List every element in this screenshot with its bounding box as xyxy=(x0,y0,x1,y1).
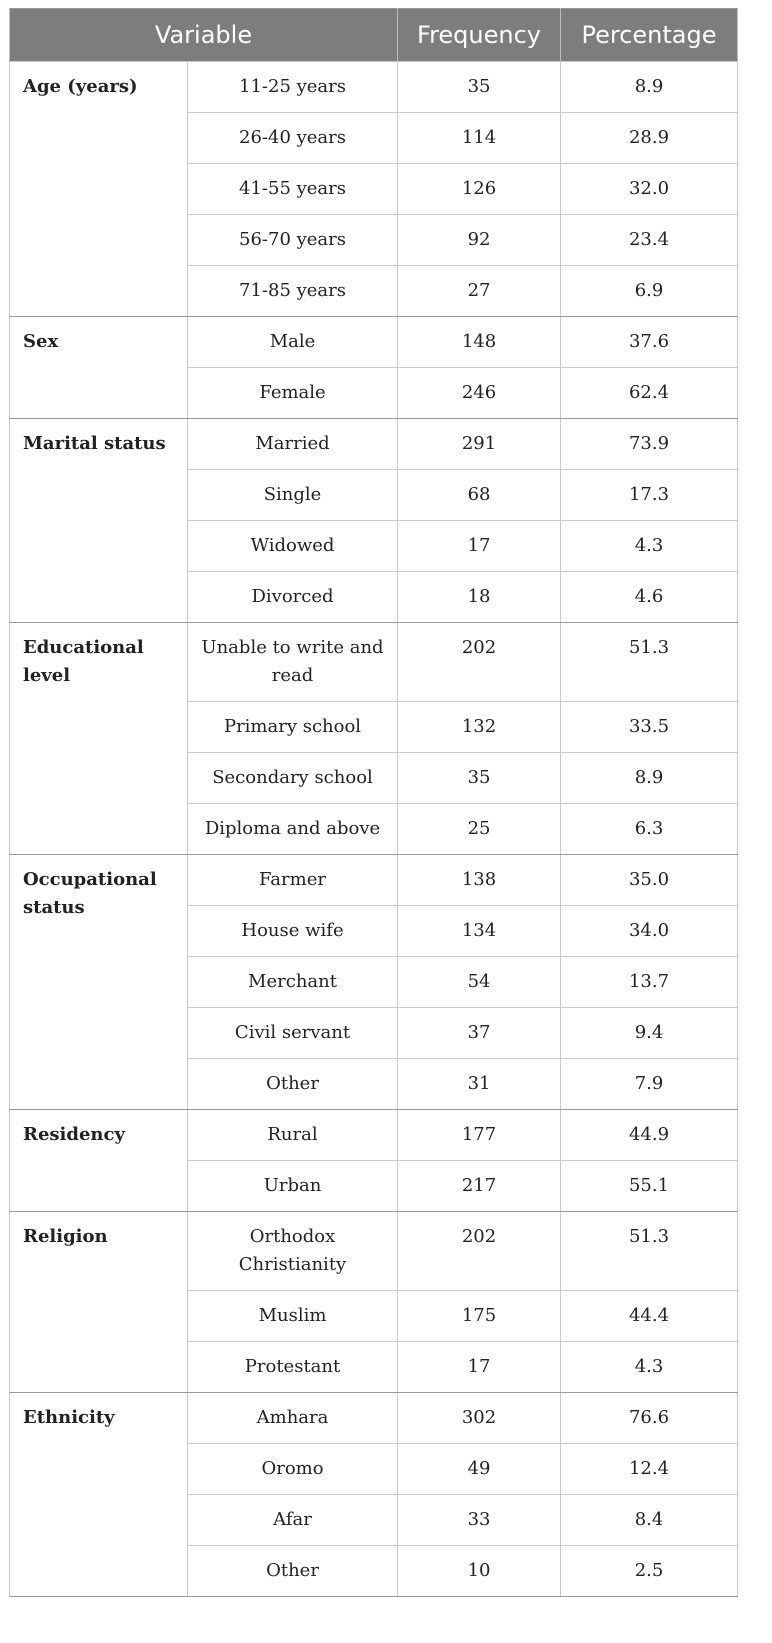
frequency-cell: 17 xyxy=(398,1342,561,1393)
frequency-cell: 134 xyxy=(398,906,561,957)
label-cell: Female xyxy=(188,368,398,419)
header-row xyxy=(10,9,738,62)
label-cell: Unable to write and read xyxy=(188,623,398,702)
header-frequency: Frequency xyxy=(398,9,561,62)
label-cell: Farmer xyxy=(188,855,398,906)
label-cell: Widowed xyxy=(188,521,398,572)
percentage-cell: 7.9 xyxy=(561,1059,738,1110)
frequency-cell: 148 xyxy=(398,317,561,368)
label-cell: Orthodox Christianity xyxy=(188,1212,398,1291)
category-cell: Ethnicity xyxy=(10,1393,188,1597)
table-row xyxy=(10,1212,738,1291)
frequency-cell: 54 xyxy=(398,957,561,1008)
label-cell: Rural xyxy=(188,1110,398,1161)
sociodemographic-table xyxy=(9,8,738,1597)
header-percentage: Percentage xyxy=(561,9,738,62)
percentage-cell: 35.0 xyxy=(561,855,738,906)
table-row xyxy=(10,855,738,906)
percentage-cell: 44.9 xyxy=(561,1110,738,1161)
table-row xyxy=(10,1110,738,1161)
frequency-cell: 49 xyxy=(398,1444,561,1495)
frequency-cell: 126 xyxy=(398,164,561,215)
label-cell: Amhara xyxy=(188,1393,398,1444)
frequency-cell: 17 xyxy=(398,521,561,572)
frequency-cell: 217 xyxy=(398,1161,561,1212)
label-cell: Primary school xyxy=(188,702,398,753)
table-row xyxy=(10,1393,738,1444)
percentage-cell: 4.6 xyxy=(561,572,738,623)
frequency-cell: 35 xyxy=(398,753,561,804)
label-cell: 71-85 years xyxy=(188,266,398,317)
label-cell: 56-70 years xyxy=(188,215,398,266)
percentage-cell: 2.5 xyxy=(561,1546,738,1597)
label-cell: Afar xyxy=(188,1495,398,1546)
label-cell: Other xyxy=(188,1059,398,1110)
category-cell: Occupational status xyxy=(10,855,188,1110)
frequency-cell: 92 xyxy=(398,215,561,266)
label-cell: 11-25 years xyxy=(188,62,398,113)
table-row xyxy=(10,623,738,702)
frequency-cell: 10 xyxy=(398,1546,561,1597)
percentage-cell: 9.4 xyxy=(561,1008,738,1059)
percentage-cell: 28.9 xyxy=(561,113,738,164)
label-cell: Protestant xyxy=(188,1342,398,1393)
label-cell: Oromo xyxy=(188,1444,398,1495)
frequency-cell: 18 xyxy=(398,572,561,623)
category-cell: Sex xyxy=(10,317,188,419)
percentage-cell: 6.3 xyxy=(561,804,738,855)
percentage-cell: 4.3 xyxy=(561,1342,738,1393)
frequency-cell: 132 xyxy=(398,702,561,753)
frequency-cell: 202 xyxy=(398,623,561,702)
percentage-cell: 51.3 xyxy=(561,1212,738,1291)
percentage-cell: 37.6 xyxy=(561,317,738,368)
frequency-cell: 33 xyxy=(398,1495,561,1546)
percentage-cell: 17.3 xyxy=(561,470,738,521)
label-cell: Civil servant xyxy=(188,1008,398,1059)
category-cell: Age (years) xyxy=(10,62,188,317)
frequency-cell: 246 xyxy=(398,368,561,419)
frequency-cell: 175 xyxy=(398,1291,561,1342)
percentage-cell: 23.4 xyxy=(561,215,738,266)
percentage-cell: 13.7 xyxy=(561,957,738,1008)
label-cell: Single xyxy=(188,470,398,521)
label-cell: Diploma and above xyxy=(188,804,398,855)
label-cell: Other xyxy=(188,1546,398,1597)
percentage-cell: 62.4 xyxy=(561,368,738,419)
category-cell: Marital status xyxy=(10,419,188,623)
percentage-cell: 8.9 xyxy=(561,753,738,804)
label-cell: Muslim xyxy=(188,1291,398,1342)
frequency-cell: 114 xyxy=(398,113,561,164)
table-row xyxy=(10,62,738,113)
table-row xyxy=(10,317,738,368)
category-cell: Religion xyxy=(10,1212,188,1393)
label-cell: 26-40 years xyxy=(188,113,398,164)
table-body xyxy=(10,62,738,1597)
header-variable: Variable xyxy=(10,9,398,62)
label-cell: Married xyxy=(188,419,398,470)
category-cell: Residency xyxy=(10,1110,188,1212)
frequency-cell: 302 xyxy=(398,1393,561,1444)
label-cell: Male xyxy=(188,317,398,368)
percentage-cell: 55.1 xyxy=(561,1161,738,1212)
percentage-cell: 34.0 xyxy=(561,906,738,957)
frequency-cell: 291 xyxy=(398,419,561,470)
label-cell: Divorced xyxy=(188,572,398,623)
percentage-cell: 51.3 xyxy=(561,623,738,702)
percentage-cell: 44.4 xyxy=(561,1291,738,1342)
percentage-cell: 32.0 xyxy=(561,164,738,215)
frequency-cell: 27 xyxy=(398,266,561,317)
frequency-cell: 37 xyxy=(398,1008,561,1059)
label-cell: House wife xyxy=(188,906,398,957)
frequency-cell: 68 xyxy=(398,470,561,521)
frequency-cell: 138 xyxy=(398,855,561,906)
label-cell: Secondary school xyxy=(188,753,398,804)
percentage-cell: 4.3 xyxy=(561,521,738,572)
frequency-cell: 35 xyxy=(398,62,561,113)
table-header xyxy=(10,9,738,62)
label-cell: Urban xyxy=(188,1161,398,1212)
frequency-cell: 31 xyxy=(398,1059,561,1110)
table-container xyxy=(9,8,737,1597)
frequency-cell: 202 xyxy=(398,1212,561,1291)
percentage-cell: 8.4 xyxy=(561,1495,738,1546)
label-cell: 41-55 years xyxy=(188,164,398,215)
percentage-cell: 6.9 xyxy=(561,266,738,317)
frequency-cell: 177 xyxy=(398,1110,561,1161)
category-cell: Educational level xyxy=(10,623,188,855)
percentage-cell: 73.9 xyxy=(561,419,738,470)
label-cell: Merchant xyxy=(188,957,398,1008)
percentage-cell: 76.6 xyxy=(561,1393,738,1444)
frequency-cell: 25 xyxy=(398,804,561,855)
percentage-cell: 8.9 xyxy=(561,62,738,113)
percentage-cell: 33.5 xyxy=(561,702,738,753)
table-row xyxy=(10,419,738,470)
percentage-cell: 12.4 xyxy=(561,1444,738,1495)
